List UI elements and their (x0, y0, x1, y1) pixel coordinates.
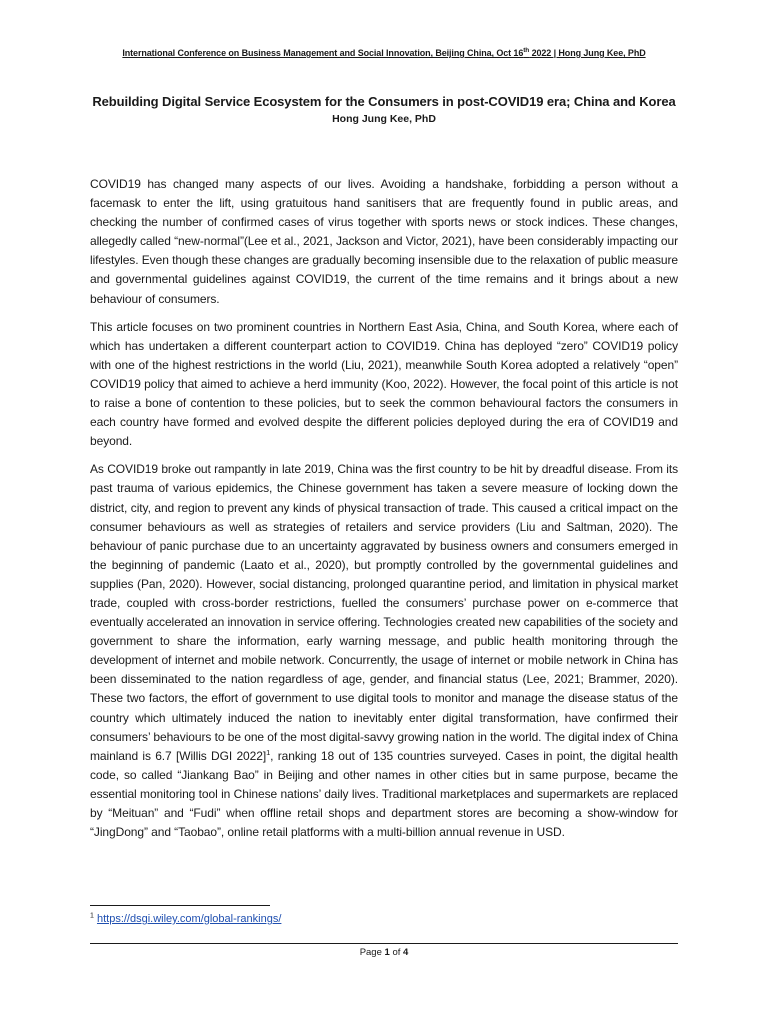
paragraph-2: This article focuses on two prominent countries in Northern East Asia, China, and South Korea, where each of which has undertaken a different counterpart action to COVID19. China has deployed “zero” COVID19 policy with one of the highest restrictions in the world (Liu, 2021), meanwhile South Korea adopted a relatively “open” COVID19 policy that aimed to achieve a herd immunity (Koo, 2022). However, the focal point of this article is not to raise a bone of contention to these policies, but to seek the common behavioural factors the consumers in each country have formed and evolved despite the different policies deployed during the era of COVID19 and beyond. (90, 319, 678, 449)
footnote-link[interactable]: https://dsgi.wiley.com/global-rankings/ (96, 913, 282, 925)
footer-rule (90, 943, 678, 944)
footnote (90, 912, 281, 926)
body-text (90, 175, 678, 851)
current-page: 1 (384, 947, 390, 958)
footnote-marker: 1 (90, 912, 94, 920)
page-label: Page (359, 947, 385, 958)
paragraph-3-part-b: , ranking 18 out of 135 countries surveyed. Cases in point, the digital health code, so called “Jiankang Bao” in Beijing and other names in other cities but in same purpose, became the essential monitoring tool in Chinese nations’ daily lives. Traditional marketplaces and supermarkets are replaced by “Meituan” and “Fudi” when offline retail shops and department stores are becoming a show-window for “JingDong” and “Taobao”, online retail platforms with a multi-billion annual revenue in USD. (90, 748, 678, 840)
running-header-text: International Conference on Business Management and Social Innovation, Beijing China, Oct 16 (122, 48, 524, 58)
of-label: of (389, 947, 404, 958)
footnote-reference[interactable]: 1 (266, 747, 271, 757)
page-number (90, 946, 678, 959)
paragraph-3-part-a: As COVID19 broke out rampantly in late 2019, China was the first country to be hit by dreadful disease. From its past trauma of various epidemics, the Chinese government has taken a severe measure of locking down the district, city, and region to prevent any kinds of physical transaction of trade. This caused a critical impact on the consumer behaviours as well as strategies of retailers and service providers (Liu and Saltman, 2020). The behaviour of panic purchase due to an uncertainty aggravated by business owners and consumers emerged in the beginning of pandemic (Laato et al., 2020), but promptly controlled by the governmental guidelines and supplies (Pan, 2020). However, social distancing, prolonged quarantine period, and limitation in physical market trade, coupled with cross-border restrictions, fuelled the consumers’ purchase power on e-commerce that eventually accelerated an innovation in service offering. Technologies created new capabilities of the society and government to share the information, early warning message, and public health monitoring through the development of internet and mobile network. Concurrently, the usage of internet or mobile network in China has been disseminated to the nation regardless of age, gender, and financial status (Lee, 2021; Brammer, 2020). These two factors, the effort of government to use digital tools to monitor and manage the disease status of the country which ultimately induced the nation to inevitably enter digital transformation, have confirmed their consumers’ behaviours to be one of the most digital-savvy growing nation in the world. The digital index of China mainland is 6.7 [Willis DGI 2022] (90, 462, 678, 763)
paper-author: Hong Jung Kee, PhD (332, 113, 436, 125)
running-header-tail: 2022 | Hong Jung Kee, PhD (529, 48, 646, 58)
footnote-separator (90, 905, 270, 906)
paper-title: Rebuilding Digital Service Ecosystem for the Consumers in post-COVID19 era; China and Korea (92, 94, 676, 109)
running-header (90, 47, 678, 59)
paragraph-3 (90, 460, 678, 842)
ordinal-suffix: th (523, 47, 530, 54)
total-pages: 4 (403, 947, 409, 958)
paragraph-1: COVID19 has changed many aspects of our lives. Avoiding a handshake, forbidding a person without a facemask to enter the lift, using gratuitous hand sanitisers that are frequently found in public areas, and checking the number of confirmed cases of virus together with sports news or stock indices. These changes, allegedly called “new-normal”(Lee et al., 2021, Jackson and Victor, 2021), have been considerably impacting our lifestyles. Even though these changes are gradually becoming insensible due to the relaxation of public measure and governmental guidelines against COVID19, the current of the time remains and it brings about a new behaviour of consumers. (90, 177, 678, 306)
